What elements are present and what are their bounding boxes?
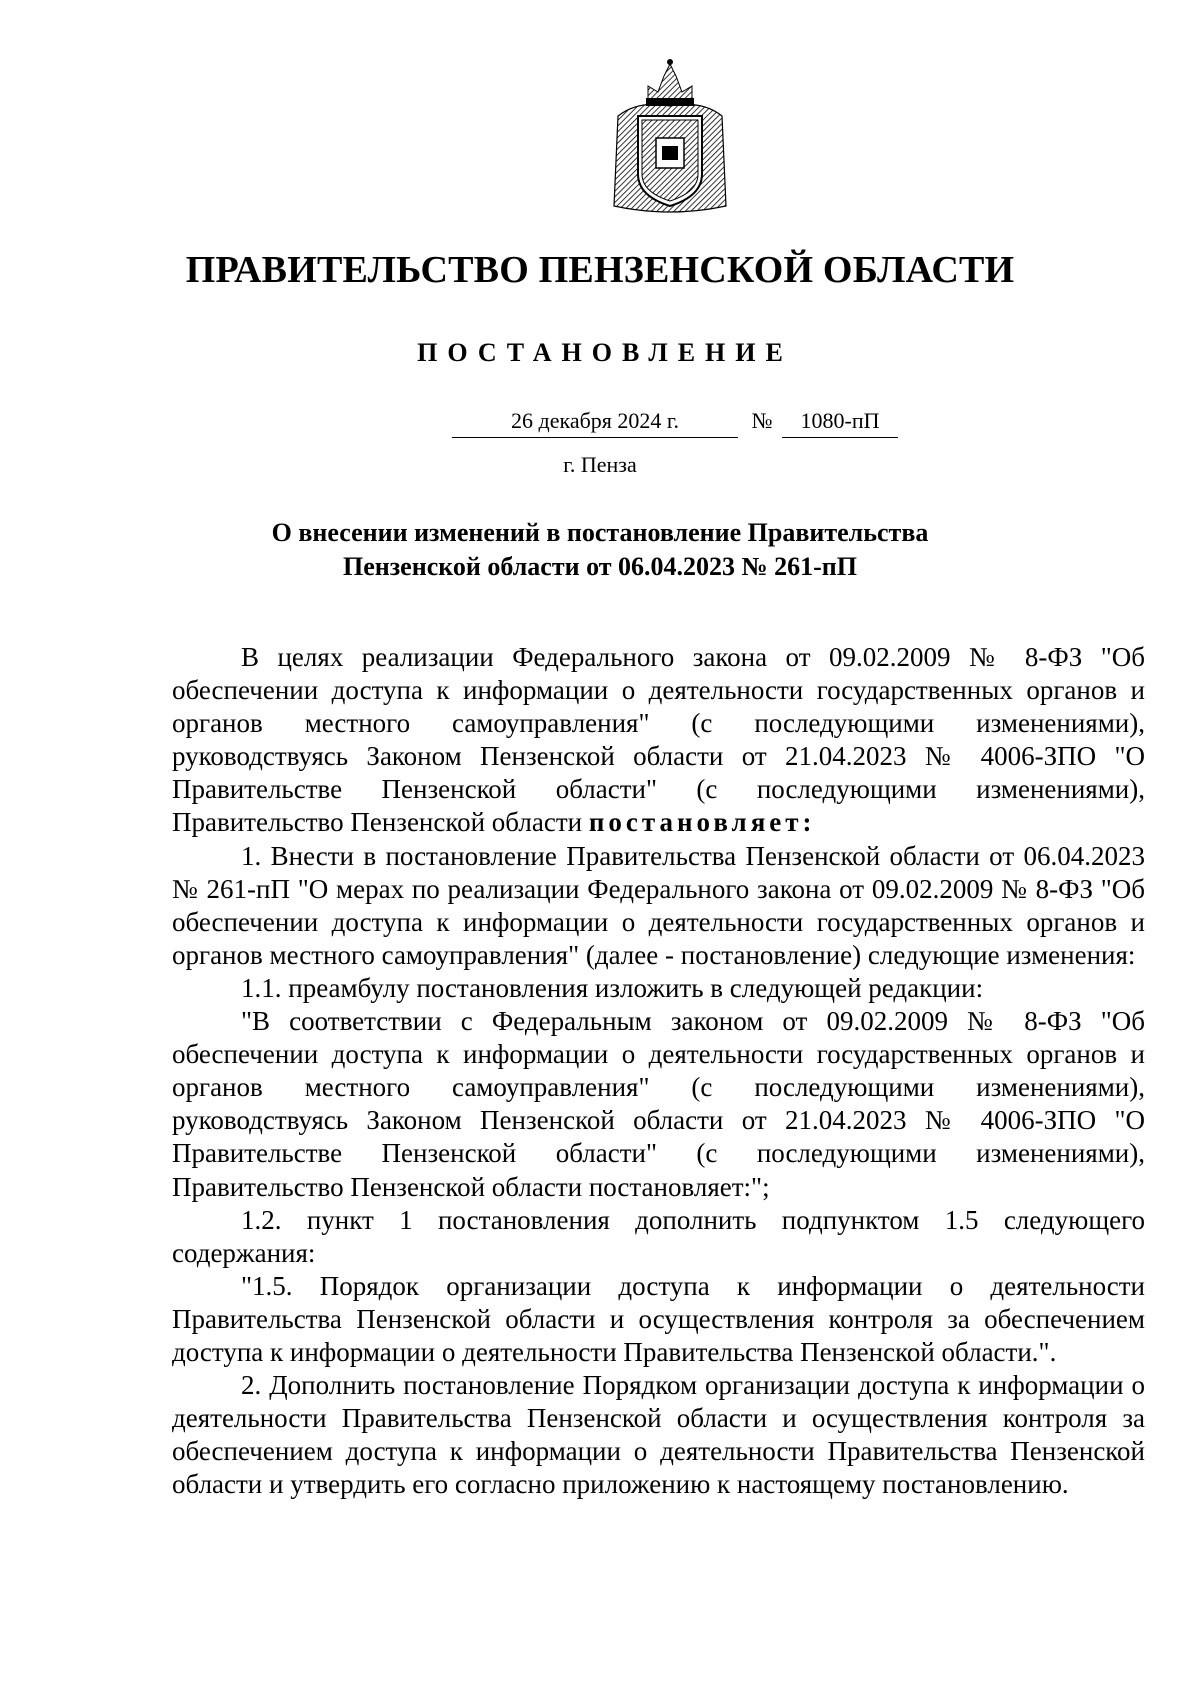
paragraph-1-1: 1.1. преамбулу постановления изложить в следующей редакции:	[241, 972, 984, 1003]
document-body	[172, 641, 1145, 1501]
subject-line-1: О внесении изменений в постановление Правительства	[271, 518, 929, 547]
paragraph-1-1-quote: "В соответствии с Федеральным законом от 09.02.2009 № 8-ФЗ "Об обеспечении доступа к информации о деятельности государственных органов и органов местного самоуправления" (с последующими изменениями), руководствуясь Законом Пензенской области от 21.04.2023 № 4006-ЗПО "О Правительстве Пензенской области" (с последующими изменениями), Правительство Пензенской области постановляет:";	[172, 1006, 1145, 1202]
number-sign: №	[751, 408, 773, 433]
paragraph-2: 2. Дополнить постановление Порядком организации доступа к информации о деятельности Правительства Пензенской области и осуществления контроля за обеспечением доступа к информации о деятельности Правительства Пензенской области и утвердить его согласно приложению к настоящему постановлению.	[172, 1370, 1145, 1500]
paragraph-preamble	[172, 641, 1145, 840]
document-date: 26 декабря 2024 г.	[452, 408, 738, 438]
organization-title: ПРАВИТЕЛЬСТВО ПЕНЗЕНСКОЙ ОБЛАСТИ	[185, 249, 1015, 291]
coat-of-arms-emblem	[608, 56, 732, 216]
paragraph-1-2-quote: "1.5. Порядок организации доступа к информации о деятельности Правительства Пензенской области и осуществления контроля за обеспечением доступа к информации о деятельности Правительства Пензенской области.".	[172, 1270, 1145, 1367]
preamble-text: В целях реализации Федерального закона от 09.02.2009 № 8-ФЗ "Об обеспечении доступа к информации о деятельности государственных органов и органов местного самоуправления" (с последующими изменениями), руководствуясь Законом Пензенской области от 21.04.2023 № 4006-ЗПО "О Правительстве Пензенской области" (с последующими изменениями), Правительство Пензенской области	[172, 642, 1145, 838]
document-subject	[240, 516, 960, 584]
subject-line-2: Пензенской области от 06.04.2023 № 261-пП	[342, 552, 858, 581]
document-place: г. Пенза	[563, 452, 637, 477]
document-number: 1080-пП	[782, 408, 898, 438]
document-date-number	[452, 408, 902, 442]
paragraph-1: 1. Внести в постановление Правительства Пензенской области от 06.04.2023 № 261-пП "О мерах по реализации Федерального закона от 09.02.2009 № 8-ФЗ "Об обеспечении доступа к информации о деятельности государственных органов и органов местного самоуправления" (далее - постановление) следующие изменения:	[172, 840, 1145, 970]
resolves-word: постановляет:	[588, 807, 816, 838]
document-type: ПОСТАНОВЛЕНИЕ	[417, 338, 793, 367]
paragraph-1-2: 1.2. пункт 1 постановления дополнить подпунктом 1.5 следующего содержания:	[172, 1204, 1145, 1268]
